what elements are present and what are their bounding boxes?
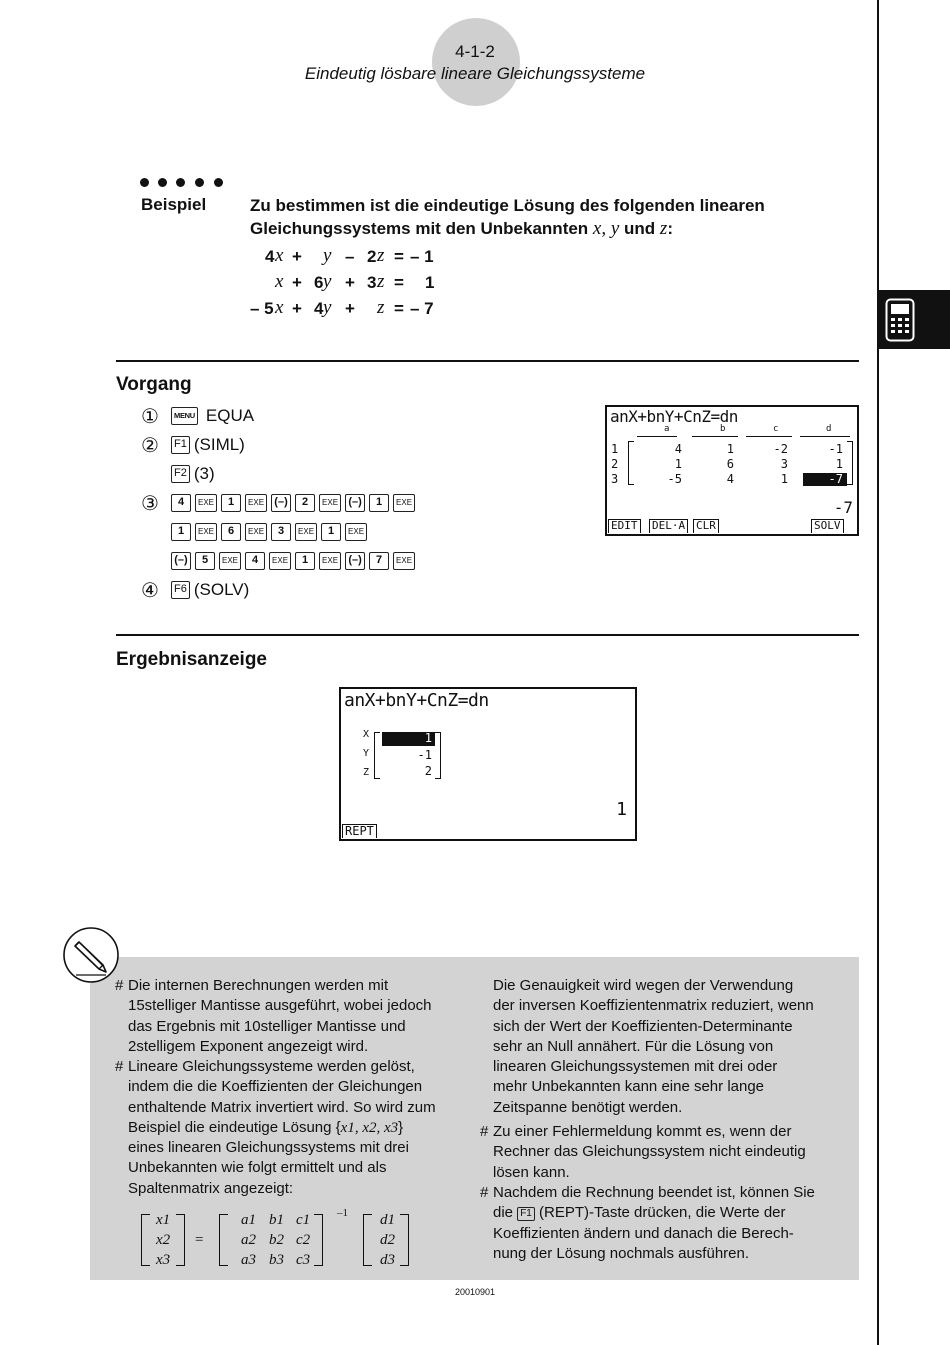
negative-key: (–)	[345, 552, 365, 570]
screen-readout: 1	[616, 799, 627, 820]
pencil-icon	[62, 926, 120, 984]
digit-key: 1	[321, 523, 341, 541]
matrix-cell: -1	[828, 442, 843, 456]
solution-value: 1	[424, 731, 432, 745]
matrix-cell: 4	[674, 442, 682, 456]
matrix-bracket	[847, 441, 853, 485]
matrix-cell: 4	[726, 472, 734, 486]
softkey-rept: REPT	[342, 824, 377, 838]
col-header: c	[773, 424, 779, 434]
bullet-dot	[140, 178, 149, 187]
step-2: F1 (SIML)	[171, 434, 245, 456]
col-header: a	[664, 424, 670, 434]
exe-key: EXE	[393, 494, 415, 512]
exe-key: EXE	[195, 494, 217, 512]
example-task	[250, 194, 850, 240]
step-2b: F2 (3)	[171, 463, 215, 485]
calculator-icon	[885, 298, 915, 342]
bracket	[219, 1214, 228, 1266]
matrix-cell: -2	[773, 442, 788, 456]
digit-key: 1	[295, 552, 315, 570]
bracket	[314, 1214, 323, 1266]
key-sequence	[171, 550, 415, 572]
page-number: 4-1-2	[455, 42, 495, 61]
calculator-screen-result	[339, 687, 637, 841]
solution-value: -1	[417, 748, 432, 762]
section-divider	[116, 360, 859, 362]
row-label: 3	[611, 472, 619, 486]
matrix-bracket	[628, 441, 634, 485]
screen-title: anX+bnY+CnZ=dn	[344, 690, 489, 711]
key-sequence	[171, 492, 415, 514]
screen-readout: -7	[833, 498, 853, 517]
result-title: Ergebnisanzeige	[116, 649, 267, 670]
step-number: ②	[141, 435, 159, 457]
exe-key: EXE	[269, 552, 291, 570]
task-line: Zu bestimmen ist die eindeutige Lösung des folgenden linearen	[250, 196, 765, 215]
task-line: Gleichungssystems mit den Unbekannten x, y und z:	[250, 218, 673, 239]
negative-key: (–)	[171, 552, 191, 570]
digit-key: 4	[171, 494, 191, 512]
procedure-title: Vorgang	[116, 374, 192, 395]
matrix-cell: -7	[828, 472, 843, 486]
digit-key: 6	[221, 523, 241, 541]
screen-title: anX+bnY+CnZ=dn	[610, 407, 738, 426]
softkey-edit: EDIT	[608, 519, 641, 533]
negative-key: (–)	[271, 494, 291, 512]
example-label: Beispiel	[141, 195, 207, 214]
digit-key: 5	[195, 552, 215, 570]
bracket	[363, 1214, 372, 1266]
digit-key: 4	[245, 552, 265, 570]
bullet-dot	[176, 178, 185, 187]
exe-key: EXE	[393, 552, 415, 570]
bullet-dot	[214, 178, 223, 187]
bracket	[141, 1214, 150, 1266]
key-sequence	[171, 521, 367, 543]
exe-key: EXE	[295, 523, 317, 541]
calculator-screen-input	[605, 405, 859, 536]
softkey-del-all: DEL·A	[649, 519, 688, 533]
header-circle	[432, 18, 520, 106]
step-1: MENU EQUA	[171, 405, 254, 427]
col-underline	[692, 436, 738, 437]
digit-key: 1	[369, 494, 389, 512]
digit-key: 1	[221, 494, 241, 512]
matrix-cell: -5	[667, 472, 682, 486]
digit-key: 7	[369, 552, 389, 570]
digit-key: 2	[295, 494, 315, 512]
matrix-cell: 6	[726, 457, 734, 471]
digit-key: 1	[171, 523, 191, 541]
digit-key: 3	[271, 523, 291, 541]
matrix-cell: 1	[726, 442, 734, 456]
var-label: Z	[363, 767, 370, 778]
exe-key: EXE	[195, 523, 217, 541]
exe-key: EXE	[319, 494, 341, 512]
chapter-tab	[879, 290, 950, 349]
matrix-bracket	[374, 732, 380, 779]
matrix-cell: 3	[780, 457, 788, 471]
solution-value: 2	[424, 764, 432, 778]
exe-key: EXE	[245, 494, 267, 512]
col-underline	[746, 436, 792, 437]
f2-key: F2	[171, 465, 190, 483]
step-number: ③	[141, 493, 159, 515]
step-4: F6 (SOLV)	[171, 579, 249, 601]
f1-key: F1	[171, 436, 190, 454]
f6-key: F6	[171, 581, 190, 599]
step-number: ①	[141, 406, 159, 428]
var-label: Y	[363, 748, 370, 759]
exe-key: EXE	[219, 552, 241, 570]
col-header: d	[826, 424, 832, 434]
negative-key: (–)	[345, 494, 365, 512]
bullet-dot	[195, 178, 204, 187]
bracket	[176, 1214, 185, 1266]
row-label: 2	[611, 457, 619, 471]
footer-code: 20010901	[454, 1287, 496, 1297]
matrix-cell: 1	[674, 457, 682, 471]
f1-key: F1	[517, 1207, 535, 1221]
exe-key: EXE	[245, 523, 267, 541]
exe-key: EXE	[345, 523, 367, 541]
bracket	[400, 1214, 409, 1266]
col-underline	[637, 436, 677, 437]
step-number: ④	[141, 580, 159, 602]
inverse-matrix-formula: x1 x2 x3 = a1 b1 c1 a2 b2 c2 a3 b3 c3 –1 d1 d2 d3	[140, 1211, 430, 1271]
col-header: b	[720, 424, 726, 434]
softkey-solv: SOLV	[811, 519, 844, 533]
row-label: 1	[611, 442, 619, 456]
matrix-cell: 1	[835, 457, 843, 471]
matrix-bracket	[435, 732, 441, 779]
page-title: Eindeutig lösbare lineare Gleichungssysteme	[304, 64, 646, 83]
col-underline	[800, 436, 850, 437]
menu-key: MENU	[171, 407, 198, 425]
matrix-cell: 1	[780, 472, 788, 486]
margin-rule	[877, 0, 879, 1345]
bullet-dot	[158, 178, 167, 187]
var-label: X	[363, 729, 370, 740]
section-divider	[116, 634, 859, 636]
exe-key: EXE	[319, 552, 341, 570]
softkey-clr: CLR	[693, 519, 719, 533]
